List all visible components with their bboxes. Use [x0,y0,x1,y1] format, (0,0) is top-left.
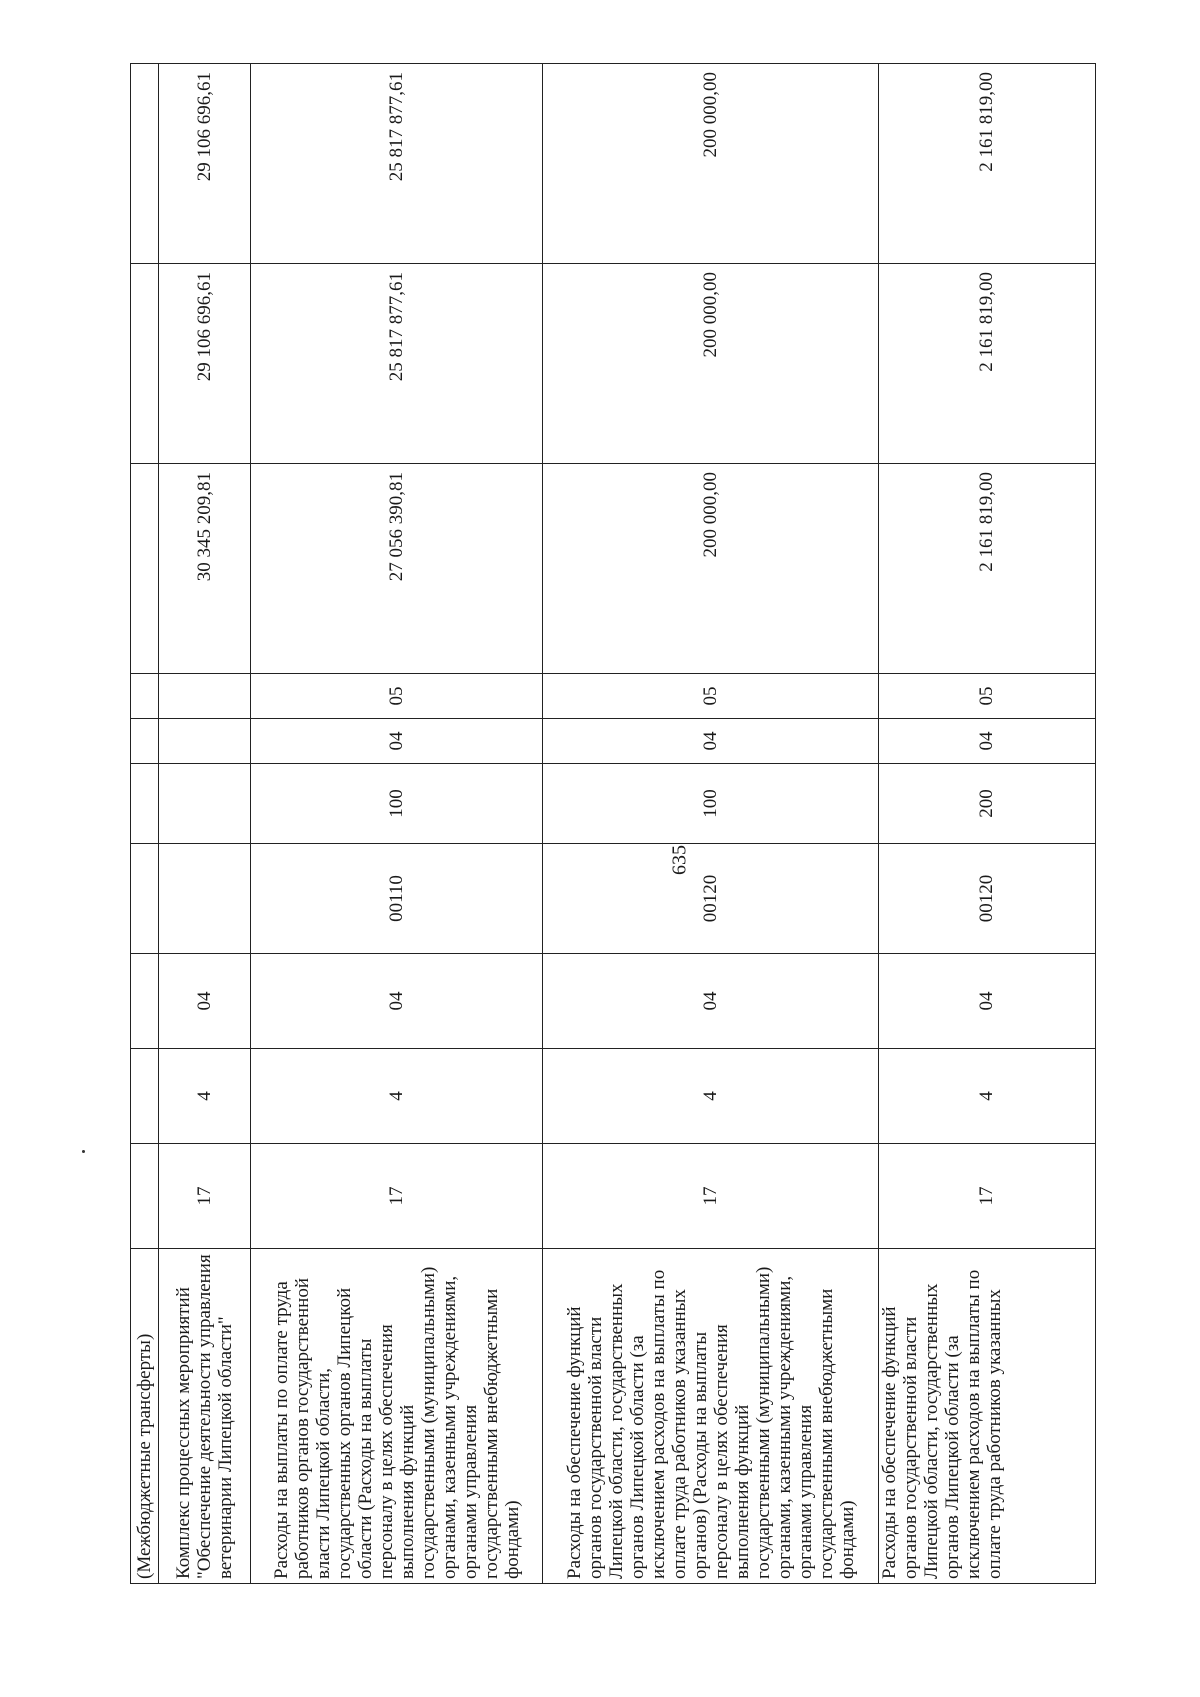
row-name: Комплекс процессных мероприятий "Обеспечение деятельности управления ветеринарии Липецкой области" [159,1249,251,1584]
table-row [251,64,543,1584]
expense-type: 100 [543,764,879,844]
subsection-code: 05 [251,674,543,719]
row-name: Расходы на обеспечение функций органов государственной власти Липецкой области, государственных органов Липецкой области (за исключением расходов на выплаты по оплате труда работников указанных органов) (Расходы на выплаты персоналу в целях обеспечения выполнения функций государственными (муниципальными) органами, казенными учреждениями, органами управления государственными внебюджетными фондами) [543,1249,879,1584]
expense-code: 00110 [251,844,543,954]
subprogram-code: 4 [251,1049,543,1144]
measure-code: 04 [159,954,251,1049]
amount-year-3: 25 817 877,61 [251,64,543,264]
amount-year-2: 25 817 877,61 [251,264,543,464]
table-row [543,64,879,1584]
subsection-code [131,674,159,719]
amount-year-1: 27 056 390,81 [251,464,543,674]
budget-table [130,63,1096,1584]
amount-year-2: 200 000,00 [543,264,879,464]
expense-type: 100 [251,764,543,844]
subprogram-code: 4 [879,1049,1096,1144]
row-name: (Межбюджетные трансферты) [131,1249,159,1584]
gp-code: 17 [879,1144,1096,1249]
gp-code: 17 [159,1144,251,1249]
measure-code: 04 [543,954,879,1049]
amount-year-3: 200 000,00 [543,64,879,264]
amount-year-1 [131,464,159,674]
measure-code [131,954,159,1049]
measure-code: 04 [251,954,543,1049]
row-name: Расходы на выплаты по оплате труда работников органов государственной власти Липецкой области, государственных органов Липецкой области (Расходы на выплаты персоналу в целях обеспечения выполнения функций государственными (муниципальными) органами, казенными учреждениями, органами управления государственными внебюджетными фондами) [251,1249,543,1584]
section-code [131,719,159,764]
table-row [159,64,251,1584]
expense-type [159,764,251,844]
section-code [159,719,251,764]
amount-year-2 [131,264,159,464]
amount-year-2: 29 106 696,61 [159,264,251,464]
expense-code [159,844,251,954]
amount-year-1: 200 000,00 [543,464,879,674]
scan-speck [82,1150,85,1153]
subprogram-code: 4 [159,1049,251,1144]
budget-table-rotated [130,64,1095,1584]
table-row [131,64,159,1584]
gp-code: 17 [543,1144,879,1249]
subprogram-code [131,1049,159,1144]
gp-code [131,1144,159,1249]
measure-code: 04 [879,954,1096,1049]
expense-type [131,764,159,844]
expense-code: 00120 [879,844,1096,954]
section-code: 04 [251,719,543,764]
subsection-code: 05 [879,674,1096,719]
section-code: 04 [543,719,879,764]
expense-type: 200 [879,764,1096,844]
subprogram-code: 4 [543,1049,879,1144]
row-name: Расходы на обеспечение функций органов государственной власти Липецкой области, государственных органов Липецкой области (за исключением расходов на выплаты по оплате труда работников указанных [879,1249,1096,1584]
expense-code: 00120 [543,844,879,954]
amount-year-1: 2 161 819,00 [879,464,1096,674]
amount-year-3: 2 161 819,00 [879,64,1096,264]
page-number: 635 [668,845,691,875]
table-row [879,64,1096,1584]
amount-year-1: 30 345 209,81 [159,464,251,674]
gp-code: 17 [251,1144,543,1249]
subsection-code: 05 [543,674,879,719]
amount-year-3 [131,64,159,264]
amount-year-3: 29 106 696,61 [159,64,251,264]
section-code: 04 [879,719,1096,764]
subsection-code [159,674,251,719]
expense-code [131,844,159,954]
amount-year-2: 2 161 819,00 [879,264,1096,464]
